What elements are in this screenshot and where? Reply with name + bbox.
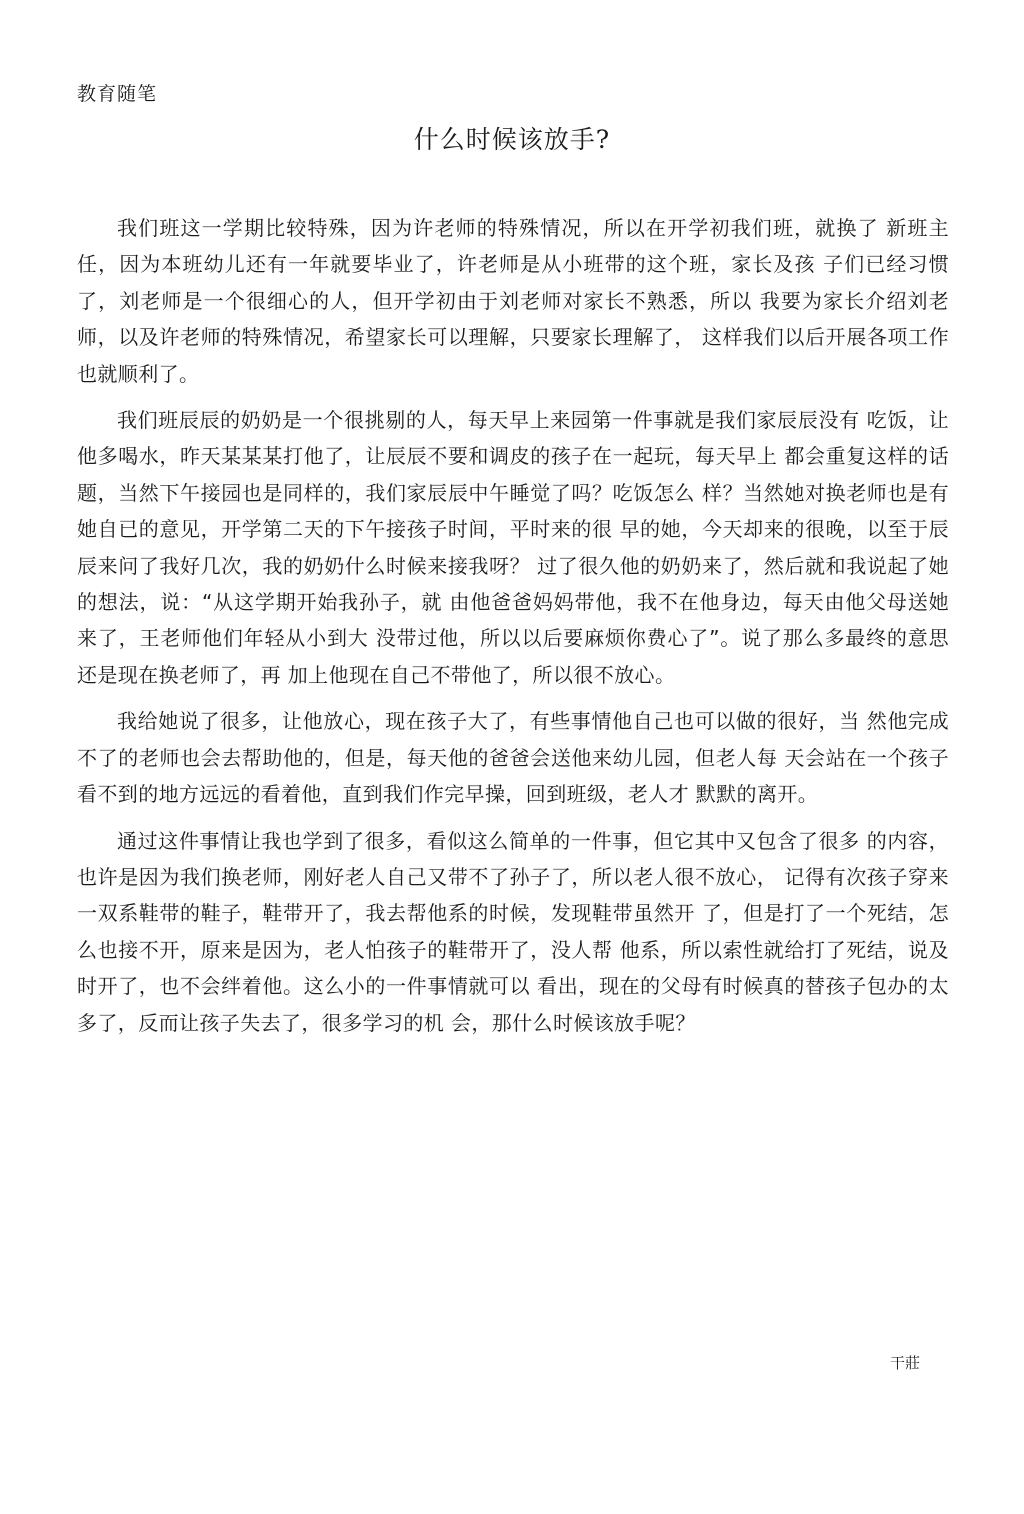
document-title: 什么时候该放手? — [413, 125, 611, 154]
paragraph-4: 通过这件事情让我也学到了很多，看似这么简单的一件事，但它其中又包含了很多 的内容，也许是因为我们换老师，刚好老人自己又带不了孙子了，所以老人很不放心， 记得有次孩子穿来一双系鞋带的鞋子，鞋带开了，我去帮他系的时候，发现鞋带虽然开 了，但是打了一个死结，怎么也接不开，原来是因为，老人怕孩子的鞋带开了，没人帮 他系，所以索性就给打了死结，说及时开了，也不会绊着他。这么小的一件事情就可以 看出，现在的父母有时候真的替孩子包办的太多了，反而让孩子失去了，很多学习的机 会，那什么时候该放手呢？ — [77, 828, 949, 1035]
paragraph-1: 我们班这一学期比较特殊，因为许老师的特殊情况，所以在开学初我们班，就换了 新班主任，因为本班幼儿还有一年就要毕业了，许老师是从小班带的这个班，家长及孩 子们已经习惯了，刘老师是一个很细心的人，但开学初由于刘老师对家长不熟悉，所以 我要为家长介绍刘老师，以及许老师的特殊情况，希望家长可以理解，只要家长理解了， 这样我们以后开展各项工作也就顺利了。 — [77, 216, 949, 386]
document-category: 教育随笔 — [77, 83, 158, 105]
document-body — [77, 210, 949, 1051]
author-signature: 干莊 — [890, 1354, 921, 1372]
paragraph-3: 我给她说了很多，让他放心，现在孩子大了，有些事情他自己也可以做的很好，当 然他完成不了的老师也会去帮助他的，但是，每天他的爸爸会送他来幼儿园，但老人每 天会站在一个孩子看不到的地方远远的看着他，直到我们作完早操，回到班级，老人才 默默的离开。 — [77, 709, 949, 807]
paragraph-2: 我们班辰辰的奶奶是一个很挑剔的人，每天早上来园第一件事就是我们家辰辰没有 吃饭，让他多喝水，昨天某某某打他了，让辰辰不要和调皮的孩子在一起玩，每天早上 都会重复这样的话题，当然下午接园也是同样的，我们家辰辰中午睡觉了吗？吃饭怎么 样？当然她对换老师也是有她自已的意见，开学第二天的下午接孩子时间，平时来的很 早的她，今天却来的很晚，以至于辰辰来问了我好几次，我的奶奶什么时候来接我呀？ 过了很久他的奶奶来了，然后就和我说起了她的想法，说：“从这学期开始我孙子，就 由他爸爸妈妈带他，我不在他身边，每天由他父母送她来了，王老师他们年轻从小到大 没带过他，所以以后要麻烦你费心了”。说了那么多最终的意思还是现在换老师了，再 加上他现在自己不带他了，所以很不放心。 — [77, 408, 949, 687]
